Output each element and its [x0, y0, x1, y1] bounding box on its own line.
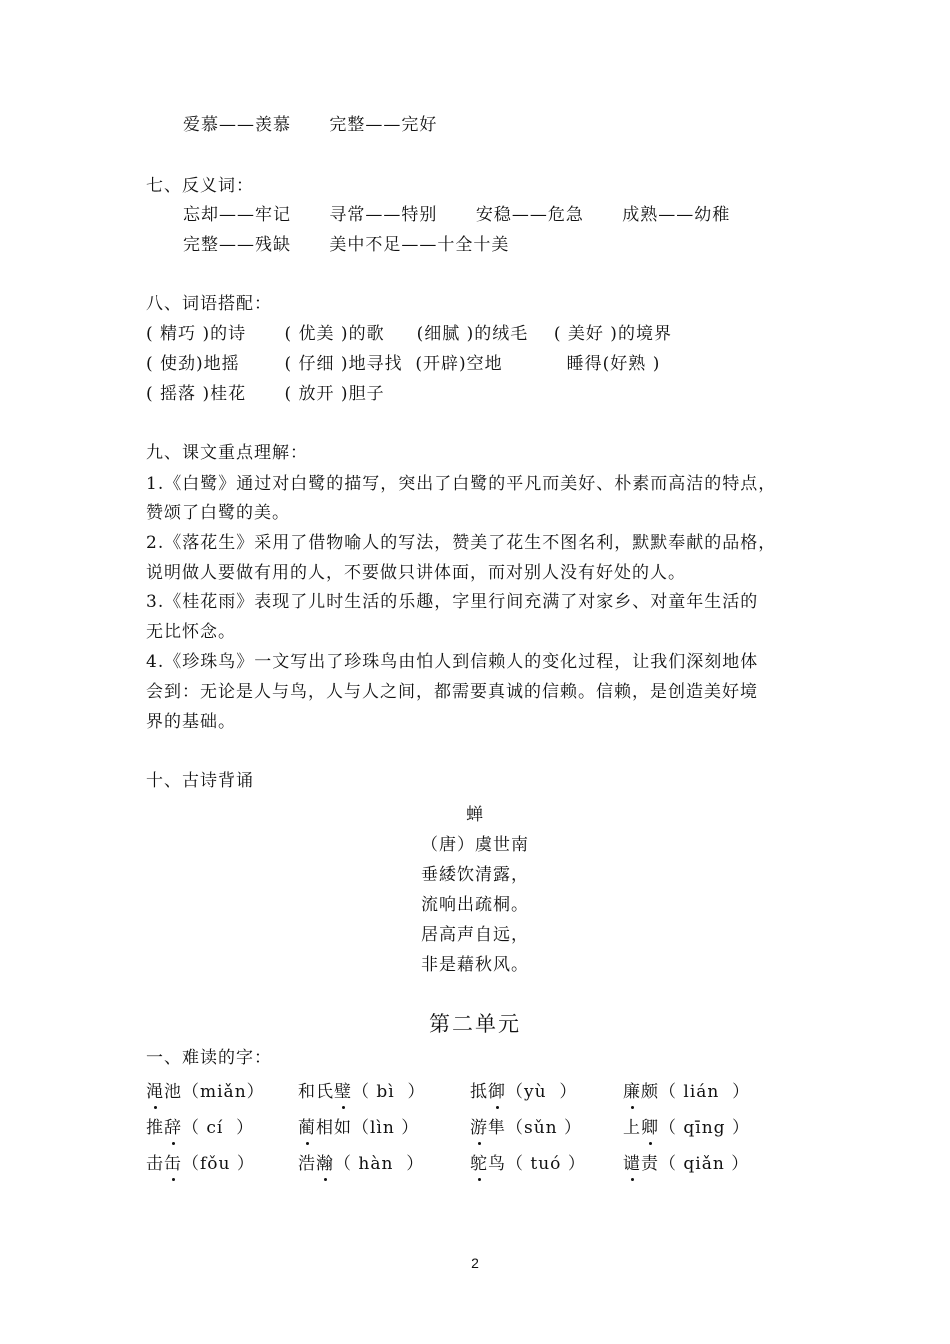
- emphasis-dot-character: 辞: [164, 1118, 182, 1138]
- reading-item: [470, 1077, 577, 1102]
- reading-item: [146, 1113, 254, 1138]
- reading-text: 击: [146, 1154, 164, 1174]
- reading-pinyin: 责（ qiǎn ）: [641, 1154, 750, 1174]
- emphasis-dot-character: 卿: [641, 1118, 659, 1138]
- reading-item: [470, 1149, 586, 1174]
- reading-pinyin: 颇（ lián ）: [641, 1082, 751, 1102]
- reading-pinyin: （ hàn ）: [334, 1154, 425, 1174]
- paragraph-1-line-2: 赞颂了白鹭的美。: [146, 503, 290, 523]
- reading-item: [623, 1077, 750, 1102]
- paragraph-2-line-1: 2.《落花生》采用了借物喻人的写法，赞美了花生不图名利，默默奉献的品格，: [146, 533, 777, 553]
- section-1-heading: 一、难读的字：: [146, 1048, 272, 1068]
- reading-item: [623, 1149, 749, 1174]
- collocation-line-2: ( 使劲)地摇 ( 仔细 )地寻找 (开辟)空地 睡得(好熟 ): [146, 354, 661, 374]
- emphasis-dot-character: 缶: [164, 1154, 182, 1174]
- section-8-heading: 八、词语搭配：: [146, 294, 272, 314]
- emphasis-dot-character: 游: [470, 1118, 488, 1138]
- poem-line: 非是藉秋风。: [421, 955, 529, 975]
- reading-pinyin: （fǒu ）: [182, 1154, 255, 1174]
- reading-item: [146, 1149, 255, 1174]
- emphasis-dot-character: 廉: [623, 1082, 641, 1102]
- reading-pinyin: 隼（sǔn ）: [488, 1118, 583, 1138]
- unit-title: 第二单元: [429, 1012, 521, 1036]
- reading-pinyin: （ cí ）: [182, 1118, 255, 1138]
- paragraph-1-line-1: 1.《白鹭》通过对白鹭的描写，突出了白鹭的平凡而美好、朴素而高洁的特点，: [146, 474, 777, 494]
- collocation-line-3: ( 摇落 )桂花 ( 放开 )胆子: [146, 384, 385, 404]
- reading-pinyin: 相如（lìn ）: [316, 1118, 420, 1138]
- poem-author: （唐）虞世南: [421, 835, 529, 855]
- reading-text: 推: [146, 1118, 164, 1138]
- poem-line: 垂緌饮清露，: [421, 865, 529, 885]
- emphasis-dot-character: 鸵: [470, 1154, 488, 1174]
- reading-text: 和氏: [298, 1082, 334, 1102]
- poem-title: 蝉: [466, 805, 484, 825]
- page-number: 2: [471, 1255, 479, 1271]
- emphasis-dot-character: 蔺: [298, 1118, 316, 1138]
- reading-pinyin: 鸟（ tuó ）: [488, 1154, 586, 1174]
- emphasis-dot-character: 谴: [623, 1154, 641, 1174]
- emphasis-dot-character: 渑: [146, 1082, 164, 1102]
- paragraph-2-line-2: 说明做人要做有用的人，不要做只讲体面，而对别人没有好处的人。: [146, 563, 686, 583]
- reading-item: [146, 1077, 265, 1102]
- poem-line: 居高声自远，: [421, 925, 529, 945]
- paragraph-4-line-1: 4.《珍珠鸟》一文写出了珍珠鸟由怕人到信赖人的变化过程，让我们深刻地体: [146, 652, 759, 672]
- reading-item: [298, 1113, 419, 1138]
- emphasis-dot-character: 璧: [334, 1082, 352, 1102]
- reading-pinyin: （yù ）: [506, 1082, 578, 1102]
- collocation-line-1: ( 精巧 )的诗 ( 优美 )的歌 (细腻 )的绒毛 ( 美好 )的境界: [146, 324, 672, 344]
- section-7-heading: 七、反义词：: [146, 176, 254, 196]
- emphasis-dot-character: 瀚: [316, 1154, 334, 1174]
- paragraph-4-line-3: 界的基础。: [146, 712, 236, 732]
- reading-pinyin: （ qīng ）: [659, 1118, 750, 1138]
- reading-item: [298, 1077, 426, 1102]
- section-9-heading: 九、课文重点理解：: [146, 443, 308, 463]
- reading-text: 上: [623, 1118, 641, 1138]
- emphasis-dot-character: 御: [488, 1082, 506, 1102]
- synonym-line: 爱慕——羡慕 完整——完好: [183, 115, 438, 135]
- reading-pinyin: （ bì ）: [352, 1082, 426, 1102]
- reading-item: [470, 1113, 582, 1138]
- antonym-line-1: 忘却——牢记 寻常——特别 安稳——危急 成熟——幼稚: [183, 205, 731, 225]
- paragraph-3-line-2: 无比怀念。: [146, 622, 236, 642]
- paragraph-4-line-2: 会到：无论是人与鸟，人与人之间，都需要真诚的信赖。信赖，是创造美好境: [146, 682, 758, 702]
- section-10-heading: 十、古诗背诵: [146, 771, 254, 791]
- reading-pinyin: 池（miǎn）: [164, 1082, 265, 1102]
- reading-item: [298, 1149, 424, 1174]
- antonym-line-2: 完整——残缺 美中不足——十全十美: [183, 235, 510, 255]
- poem-line: 流响出疏桐。: [421, 895, 529, 915]
- paragraph-3-line-1: 3.《桂花雨》表现了儿时生活的乐趣，字里行间充满了对家乡、对童年生活的: [146, 592, 759, 612]
- reading-text: 抵: [470, 1082, 488, 1102]
- reading-item: [623, 1113, 750, 1138]
- reading-text: 浩: [298, 1154, 316, 1174]
